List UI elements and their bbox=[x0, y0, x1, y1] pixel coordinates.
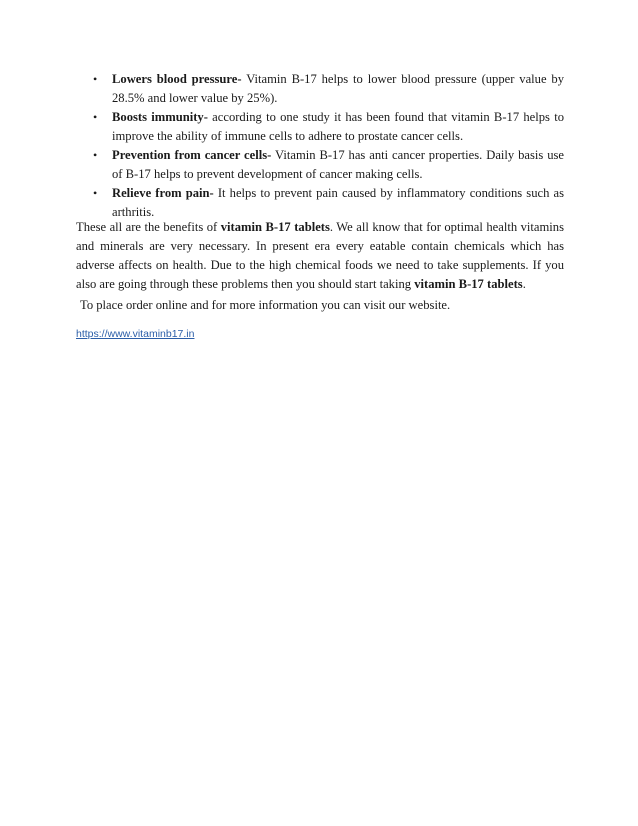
bold-product-name: vitamin B-17 tablets bbox=[220, 220, 330, 234]
bullet-title: Boosts immunity- bbox=[112, 110, 208, 124]
bullet-title: Relieve from pain- bbox=[112, 186, 214, 200]
bullet-icon: • bbox=[93, 110, 98, 124]
paragraph-text: . bbox=[522, 277, 526, 291]
bullet-text: Vitamin B-17 helps to lower blood pressure (upper value by 28.5% and lower value by 25%). bbox=[112, 72, 564, 105]
paragraph-text: These all are the benefits of bbox=[76, 220, 221, 234]
bullet-icon: • bbox=[93, 72, 98, 86]
bullet-text: Vitamin B-17 has anti cancer properties. Daily basis use of B-17 helps to prevent development of cancer making cells. bbox=[112, 148, 565, 181]
bullet-title: Lowers blood pressure- bbox=[112, 72, 242, 86]
bullet-text: It helps to prevent pain caused by inflammatory conditions such as arthritis. bbox=[112, 186, 564, 219]
bullet-title: Prevention from cancer cells- bbox=[112, 148, 272, 162]
benefits-summary-paragraph bbox=[76, 218, 564, 294]
order-info-paragraph: To place order online and for more information you can visit our website. bbox=[80, 298, 451, 312]
bullet-icon: • bbox=[93, 186, 98, 200]
bullet-text: according to one study it has been found that vitamin B-17 helps to improve the ability of immune cells to adhere to prostate cancer cells. bbox=[112, 110, 565, 143]
list-item bbox=[76, 184, 564, 222]
website-link[interactable]: https://www.vitaminb17.in bbox=[76, 328, 195, 340]
paragraph-text: . We all know that for optimal health vitamins and minerals are very necessary. In present era every eatable contain chemicals which has adverse affects on health. Due to the high chemical foods we need to take supplements. If you also are going through these problems then you should start taking bbox=[76, 220, 564, 291]
list-item bbox=[76, 146, 564, 184]
list-item bbox=[76, 70, 564, 108]
bullet-icon: • bbox=[93, 148, 98, 162]
benefits-list bbox=[76, 70, 564, 222]
list-item bbox=[76, 108, 564, 146]
bold-product-name: vitamin B-17 tablets bbox=[414, 277, 523, 291]
